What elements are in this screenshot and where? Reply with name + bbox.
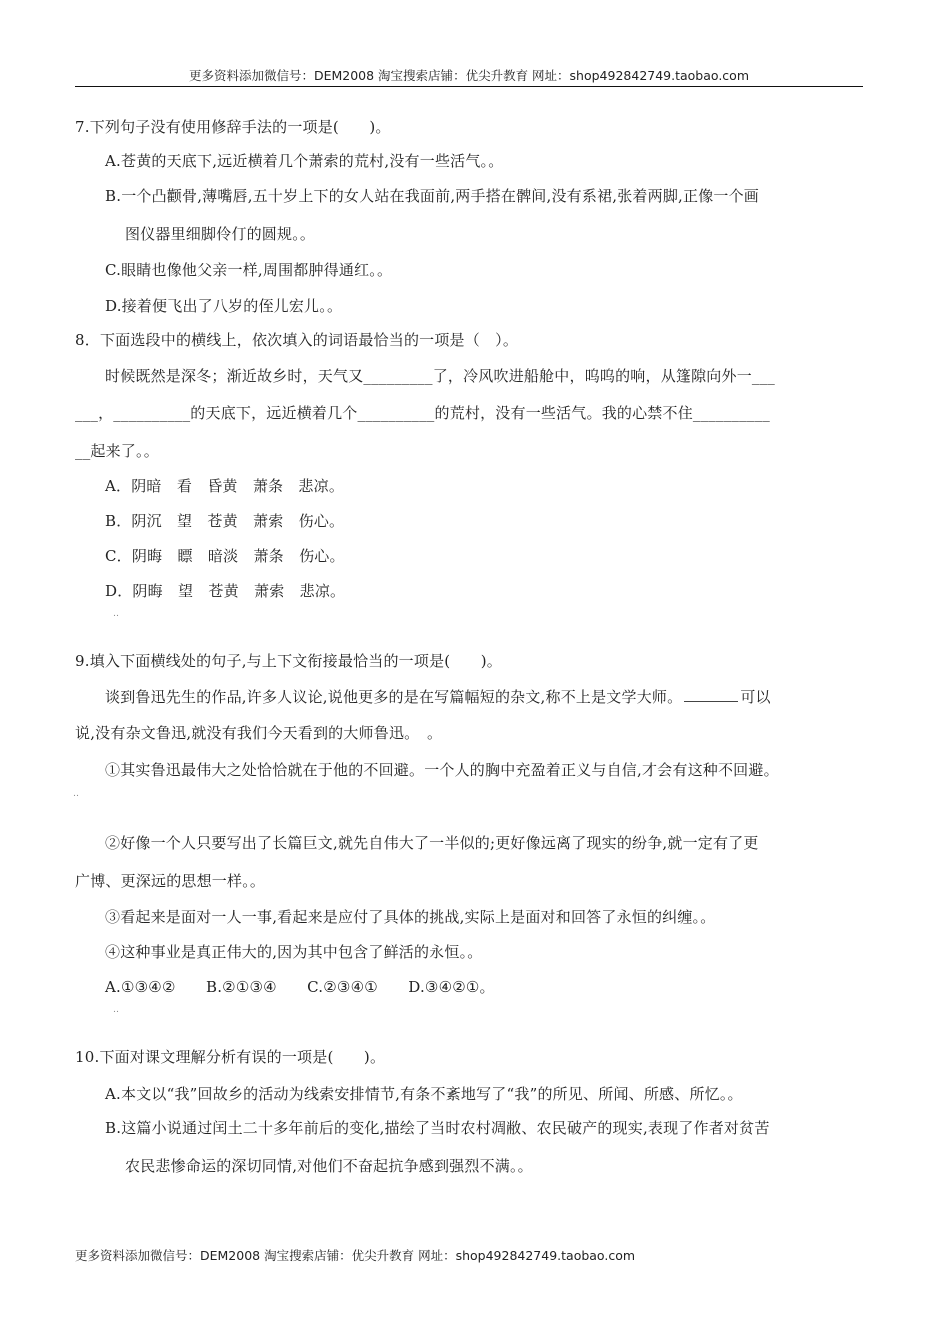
q7-option-a: A.苍黄的天底下,远近横着几个萧索的荒村,没有一些活气。。 xyxy=(105,152,504,170)
q8-passage-line1: 时候既然是深冬；渐近故乡时，天气又_________了，冷风吹进船舱中，呜呜的响，从篷隙向外一___ xyxy=(105,367,776,385)
paragraph-mark: ‥ xyxy=(73,789,80,799)
q9-sentence-2-line1: ②好像一个人只要写出了长篇巨文,就先自伟大了一半似的;更好像远离了现实的纷争,就一定有了更 xyxy=(105,834,759,852)
q9-stem: 9.填入下面横线处的句子,与上下文衔接最恰当的一项是( )。 xyxy=(75,652,502,670)
q10-option-a: A.本文以“我”回故乡的活动为线索安排情节,有条不紊地写了“我”的所见、所闻、所感、所忆。。 xyxy=(105,1085,743,1103)
page-header: 更多资料添加微信号：DEM2008 淘宝搜索店铺：优尖升教育 网址：shop492842749.taobao.com xyxy=(75,68,863,87)
q8-option-c: C．阴晦 瞟 暗淡 萧条 伤心。 xyxy=(105,547,345,565)
page-footer: 更多资料添加微信号：DEM2008 淘宝搜索店铺：优尖升教育 网址：shop492842749.taobao.com xyxy=(75,1248,636,1263)
q9-sentence-3: ③看起来是面对一人一事,看起来是应付了具体的挑战,实际上是面对和回答了永恒的纠缠。。 xyxy=(105,908,716,926)
q9-sentence-1: ①其实鲁迅最伟大之处恰恰就在于他的不回避。一个人的胸中充盈着正义与自信,才会有这种不回避。 xyxy=(105,761,779,779)
q10-stem: 10.下面对课文理解分析有误的一项是( )。 xyxy=(75,1048,386,1066)
q9-options: A.①③④② B.②①③④ C.②③④① D.③④②①。 xyxy=(105,978,495,996)
q9-passage-line2: 说,没有杂文鲁迅,就没有我们今天看到的大师鲁迅。 。 xyxy=(75,724,443,742)
q8-option-b: B．阴沉 望 苍黄 萧索 伤心。 xyxy=(105,512,345,530)
q7-option-d: D.接着便飞出了八岁的侄儿宏儿。。 xyxy=(105,297,343,315)
q9-sentence-2-line2: 广博、更深远的思想一样。。 xyxy=(75,872,266,890)
q7-option-b-line1: B.一个凸颧骨,薄嘴唇,五十岁上下的女人站在我面前,两手搭在髀间,没有系裙,张着两脚,正像一个画 xyxy=(105,187,760,205)
q8-stem: 8．下面选段中的横线上，依次填入的词语最恰当的一项是（ ）。 xyxy=(75,331,519,349)
q8-passage-line3: __起来了。。 xyxy=(75,442,159,460)
paragraph-mark: ‥ xyxy=(113,1005,120,1015)
q8-passage-line2: ___，__________的天底下，远近横着几个__________的荒村，没有一些活气。我的心禁不住__________ xyxy=(75,404,770,422)
q7-option-b-line2: 图仪器里细脚伶仃的圆规。。 xyxy=(125,225,316,243)
q8-option-d: D．阴晦 望 苍黄 萧索 悲凉。 xyxy=(105,582,346,600)
q7-stem: 7.下列句子没有使用修辞手法的一项是( )。 xyxy=(75,118,391,136)
q10-option-b-line2: 农民悲惨命运的深切同情,对他们不奋起抗争感到强烈不满。。 xyxy=(125,1157,533,1175)
q8-option-a: A．阴暗 看 昏黄 萧条 悲凉。 xyxy=(105,477,345,495)
q9-passage-line1: 谈到鲁迅先生的作品,许多人议论,说他更多的是在写篇幅短的杂文,称不上是文学大师。 可以 xyxy=(105,688,771,706)
answer-blank xyxy=(684,687,738,702)
q7-option-c: C.眼睛也像他父亲一样,周围都肿得通红。。 xyxy=(105,261,393,279)
paragraph-mark: ‥ xyxy=(113,609,120,619)
q9-sentence-4: ④这种事业是真正伟大的,因为其中包含了鲜活的永恒。。 xyxy=(105,943,483,961)
q10-option-b-line1: B.这篇小说通过闰土二十多年前后的变化,描绘了当时农村凋敝、农民破产的现实,表现了作者对贫苦 xyxy=(105,1119,770,1137)
